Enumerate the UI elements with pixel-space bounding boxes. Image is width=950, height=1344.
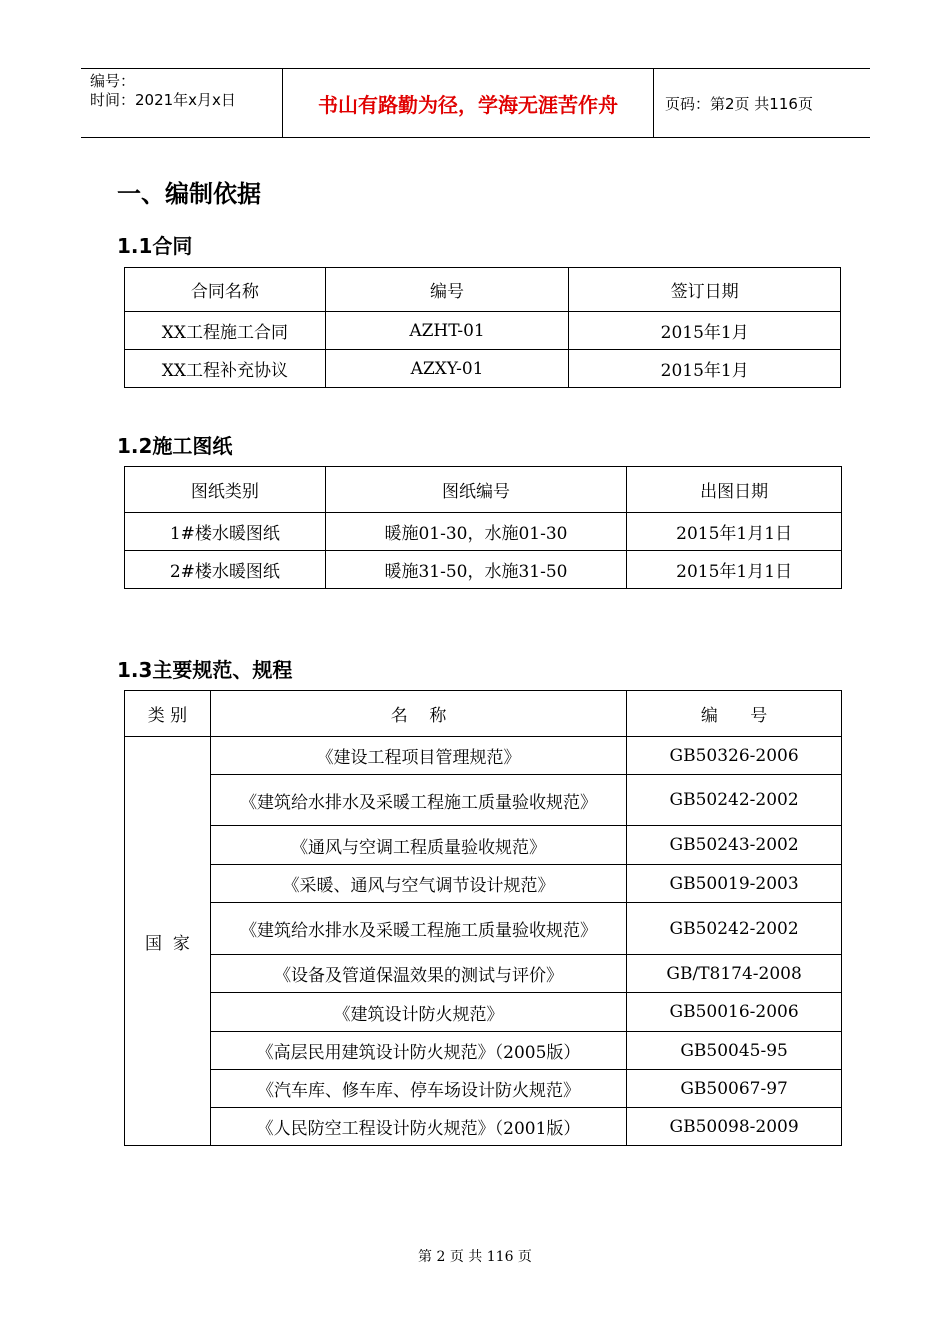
table-cell: GB50242-2002: [627, 775, 842, 826]
table-cell: 《汽车库、修车库、停车场设计防火规范》: [210, 1070, 626, 1108]
table-row: [125, 1070, 842, 1108]
table-cell: GB50045-95: [627, 1032, 842, 1070]
table-header-cell: 图纸类别: [125, 467, 326, 513]
drawings-table: [124, 466, 842, 589]
page-header: [81, 68, 870, 138]
section-drawings-title: 1.2施工图纸: [117, 434, 233, 458]
table-row: [125, 775, 842, 826]
table-cell: AZXY-01: [325, 350, 569, 388]
table-cell: 暖施01-30，水施01-30: [325, 513, 627, 551]
standards-table: [124, 690, 842, 1146]
table-header-cell: 编号: [325, 268, 569, 312]
table-row: [125, 312, 841, 350]
table-row: [125, 1108, 842, 1146]
table-cell: 《采暖、通风与空气调节设计规范》: [210, 865, 626, 903]
table-cell: GB50326-2006: [627, 737, 842, 775]
table-row: [125, 903, 842, 955]
table-header-row: [125, 467, 842, 513]
table-row: [125, 350, 841, 388]
table-row: [125, 1032, 842, 1070]
contract-table: [124, 267, 841, 388]
table-row: [125, 737, 842, 775]
heading-compile-basis: 一、编制依据: [117, 180, 261, 208]
section-contract-title: 1.1合同: [117, 234, 193, 258]
table-cell: 《建筑给水排水及采暖工程施工质量验收规范》: [210, 775, 626, 826]
header-time-label: 时间：2021年x月x日: [90, 91, 236, 109]
table-header-cell: 图纸编号: [325, 467, 627, 513]
table-cell: 2015年1月1日: [627, 513, 842, 551]
table-header-row: [125, 268, 841, 312]
table-cell: GB50067-97: [627, 1070, 842, 1108]
table-cell: 《建筑设计防火规范》: [210, 993, 626, 1032]
table-cell: 《建设工程项目管理规范》: [210, 737, 626, 775]
header-meta: [81, 69, 282, 137]
table-cell: 2015年1月: [569, 312, 841, 350]
header-number-label: 编号：: [90, 72, 136, 90]
table-cell: GB50243-2002: [627, 826, 842, 865]
table-cell: GB50016-2006: [627, 993, 842, 1032]
table-cell: 《高层民用建筑设计防火规范》（2005版）: [210, 1032, 626, 1070]
table-header-cell: 签订日期: [569, 268, 841, 312]
table-cell: XX工程施工合同: [125, 312, 326, 350]
category-cell: 国 家: [125, 737, 211, 1146]
table-cell: 《设备及管道保温效果的测试与评价》: [210, 955, 626, 993]
table-cell: GB50098-2009: [627, 1108, 842, 1146]
table-header-row: [125, 691, 842, 737]
table-cell: 2015年1月1日: [627, 551, 842, 589]
table-cell: GB/T8174-2008: [627, 955, 842, 993]
table-header-cell: 编 号: [627, 691, 842, 737]
table-cell: 《建筑给水排水及采暖工程施工质量验收规范》: [210, 903, 626, 955]
table-cell: XX工程补充协议: [125, 350, 326, 388]
table-row: [125, 826, 842, 865]
table-header-cell: 出图日期: [627, 467, 842, 513]
table-cell: AZHT-01: [325, 312, 569, 350]
table-cell: 《通风与空调工程质量验收规范》: [210, 826, 626, 865]
header-motto: 书山有路勤为径，学海无涯苦作舟: [282, 69, 654, 137]
table-cell: 2#楼水暖图纸: [125, 551, 326, 589]
table-cell: 1#楼水暖图纸: [125, 513, 326, 551]
table-row: [125, 865, 842, 903]
table-cell: 暖施31-50，水施31-50: [325, 551, 627, 589]
table-cell: 2015年1月: [569, 350, 841, 388]
table-header-cell: 类 别: [125, 691, 211, 737]
table-row: [125, 551, 842, 589]
table-cell: 《人民防空工程设计防火规范》（2001版）: [210, 1108, 626, 1146]
table-row: [125, 513, 842, 551]
page-footer: 第 2 页 共 116 页: [418, 1249, 532, 1265]
table-row: [125, 993, 842, 1032]
header-page-info: 页码：第2页 共116页: [665, 94, 813, 113]
table-header-cell: 名 称: [210, 691, 626, 737]
table-cell: GB50019-2003: [627, 865, 842, 903]
section-standards-title: 1.3主要规范、规程: [117, 658, 293, 682]
table-header-cell: 合同名称: [125, 268, 326, 312]
table-cell: GB50242-2002: [627, 903, 842, 955]
table-row: [125, 955, 842, 993]
